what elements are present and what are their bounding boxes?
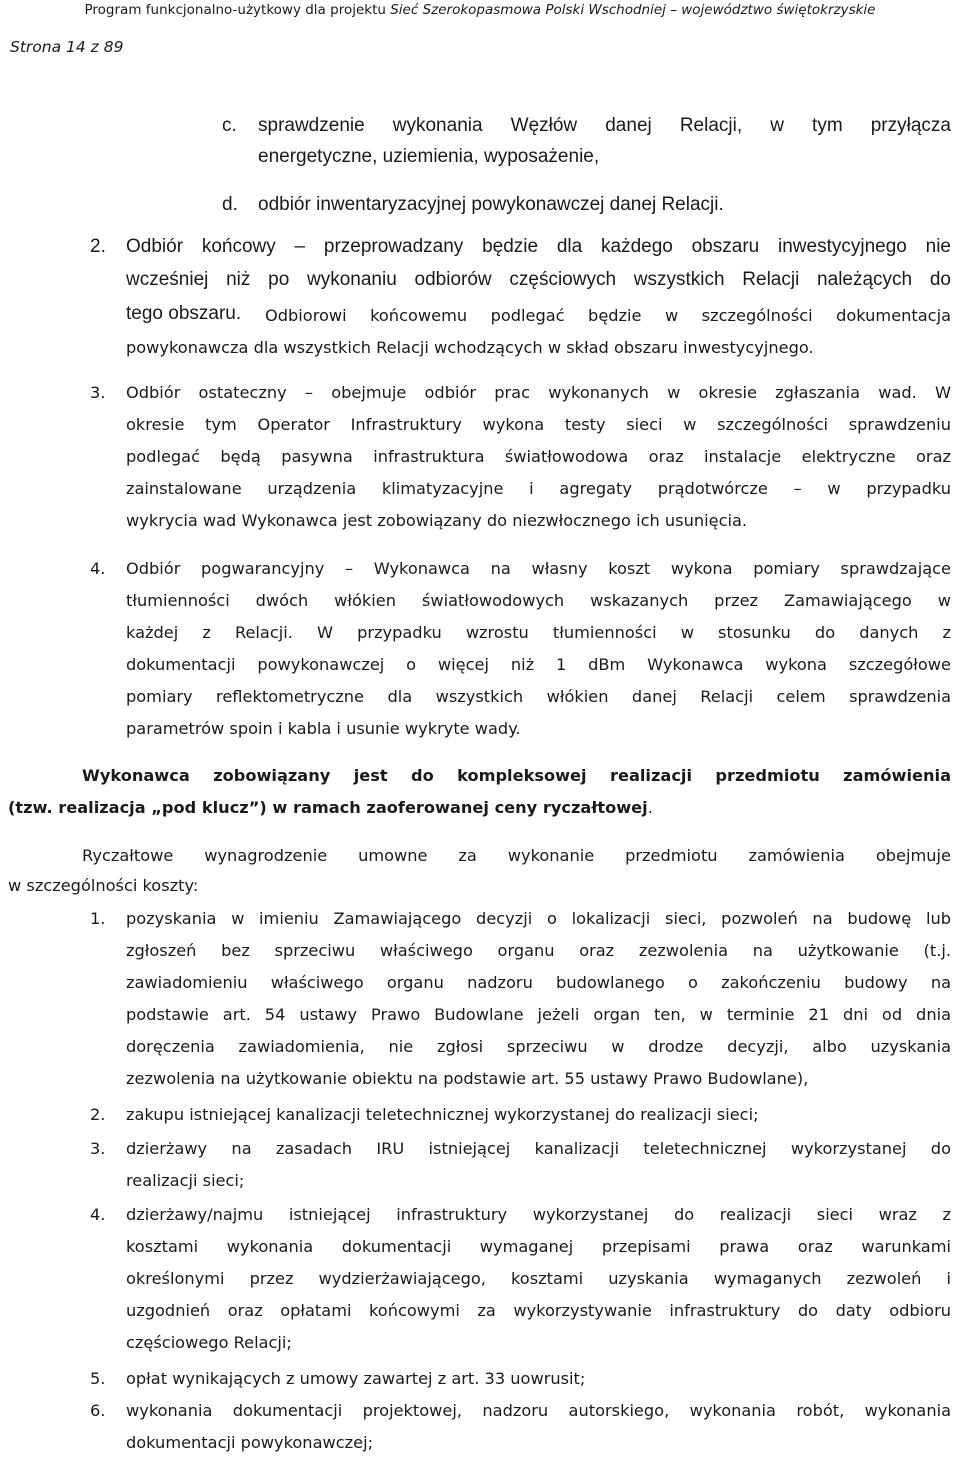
item-text-line: doręczenia zawiadomienia, nie zgłosi sprzeciwu w drodze decyzji, albo uzyskania [126, 1037, 951, 1056]
item-text-line: częściowego Relacji; [126, 1333, 292, 1352]
item-text-line: Odbiór końcowy – przeprowadzany będzie dla każdego obszaru inwestycyjnego nie [126, 236, 951, 257]
item-marker: 4. [90, 1205, 106, 1224]
item-text-line: opłat wynikających z umowy zawartej z art. 33 uowrusit; [126, 1369, 586, 1388]
item-marker: 3. [90, 1139, 106, 1158]
bold-line: (tzw. realizacja „pod klucz”) w ramach zaoferowanej ceny ryczałtowej [8, 798, 648, 817]
item-text-line: sprawdzenie wykonania Węzłów danej Relacji, w tym przyłącza [258, 115, 951, 136]
item-text-line: wykrycia wad Wykonawca jest zobowiązany do niezwłocznego ich usunięcia. [126, 511, 748, 530]
item-text-line: pozyskania w imieniu Zamawiającego decyzji o lokalizacji sieci, pozwoleń na budowę lub [126, 909, 951, 928]
item-marker: d. [222, 194, 238, 215]
item-marker: 3. [90, 383, 106, 402]
bold-line-end: . [647, 798, 653, 817]
item-text-line: energetyczne, uziemienia, wyposażenie, [258, 146, 600, 167]
item-text-line: podlegać będą pasywna infrastruktura światłowodowa oraz instalacje elektryczne oraz [126, 447, 951, 466]
header-prefix: Program funkcjonalno-użytkowy dla projektu [84, 2, 391, 18]
item-text-line: każdej z Relacji. W przypadku wzrostu tłumienności w stosunku do danych z [126, 623, 951, 642]
intro-line: w szczególności koszty: [8, 876, 199, 895]
item-text-line: zainstalowane urządzenia klimatyzacyjne i agregaty prądotwórcze – w przypadku [126, 479, 951, 498]
item-text-line: pomiary reflektometryczne dla wszystkich włókien danej Relacji celem sprawdzenia [126, 687, 951, 706]
header-project-name: Sieć Szerokopasmowa Polski Wschodniej – województwo świętokrzyskie [390, 2, 876, 18]
bold-paragraph [8, 760, 951, 824]
item-text-line: Odbiór ostateczny – obejmuje odbiór prac wykonanych w okresie zgłaszania wad. W [126, 383, 951, 402]
item-text-line: realizacji sieci; [126, 1171, 245, 1190]
item-text-line: powykonawcza dla wszystkich Relacji wchodzących w skład obszaru inwestycyjnego. [126, 338, 814, 357]
item-marker: 4. [90, 559, 106, 578]
item-text-line: uzgodnień oraz opłatami końcowymi za wykorzystywanie infrastruktury do daty odbioru [126, 1301, 951, 1320]
bold-line: Wykonawca zobowiązany jest do kompleksowej realizacji przedmiotu zamówienia [82, 766, 951, 785]
item-text-line: dzierżawy/najmu istniejącej infrastruktury wykorzystanej do realizacji sieci wraz z [126, 1205, 951, 1224]
intro-line: Ryczałtowe wynagrodzenie umowne za wykonanie przedmiotu zamówienia obejmuje [82, 846, 951, 865]
item-marker: 6. [90, 1401, 106, 1420]
item-text-line: okresie tym Operator Infrastruktury wykona testy sieci w szczególności sprawdzeniu [126, 415, 951, 434]
item-text-line: Odbiór pogwarancyjny – Wykonawca na własny koszt wykona pomiary sprawdzające [126, 559, 951, 578]
costs-intro [8, 840, 951, 902]
item-text-line: podstawie art. 54 ustawy Prawo Budowlane jeżeli organ ten, w terminie 21 dni od dnia [126, 1005, 951, 1024]
item-text-line: zgłoszeń bez sprzeciwu właściwego organu oraz zezwolenia na użytkowanie (t.j. [126, 941, 951, 960]
item-marker: 2. [90, 1105, 106, 1124]
item-text-line: Odbiorowi końcowemu podlegać będzie w szczególności dokumentacja [265, 306, 951, 325]
item-text-line: dokumentacji powykonawczej o więcej niż 1 dBm Wykonawca wykona szczegółowe [126, 655, 951, 674]
item-marker: 1. [90, 909, 106, 928]
item-text-line: tłumienności dwóch włókien światłowodowych wskazanych przez Zamawiającego w [126, 591, 951, 610]
item-text-line: odbiór inwentaryzacyjnej powykonawczej danej Relacji. [258, 194, 724, 215]
item-text-line: zawiadomieniu właściwego organu nadzoru budowlanego o zakończeniu budowy na [126, 973, 951, 992]
page-number: Strona 14 z 89 [10, 38, 124, 56]
page-header [0, 2, 960, 18]
item-marker: 2. [90, 236, 106, 257]
item-text-line: parametrów spoin i kabla i usunie wykryte wady. [126, 719, 521, 738]
item-text-line: kosztami wykonania dokumentacji wymaganej przepisami prawa oraz warunkami [126, 1237, 951, 1256]
item-text-line: zezwolenia na użytkowanie obiektu na podstawie art. 55 ustawy Prawo Budowlane), [126, 1069, 809, 1088]
item-marker: c. [222, 115, 237, 136]
item-text-line: tego obszaru. [126, 303, 242, 324]
item-text-line: wykonania dokumentacji projektowej, nadzoru autorskiego, wykonania robót, wykonania [126, 1401, 951, 1420]
item-text-line: wcześniej niż po wykonaniu odbiorów częściowych wszystkich Relacji należących do [126, 269, 951, 290]
item-text-line: dokumentacji powykonawczej; [126, 1433, 374, 1452]
item-marker: 5. [90, 1369, 106, 1388]
item-text-line: zakupu istniejącej kanalizacji teletechnicznej wykorzystanej do realizacji sieci; [126, 1105, 759, 1124]
item-text-line: określonymi przez wydzierżawiającego, kosztami uzyskania wymaganych zezwoleń i [126, 1269, 951, 1288]
item-text-line: dzierżawy na zasadach IRU istniejącej kanalizacji teletechnicznej wykorzystanej do [126, 1139, 951, 1158]
